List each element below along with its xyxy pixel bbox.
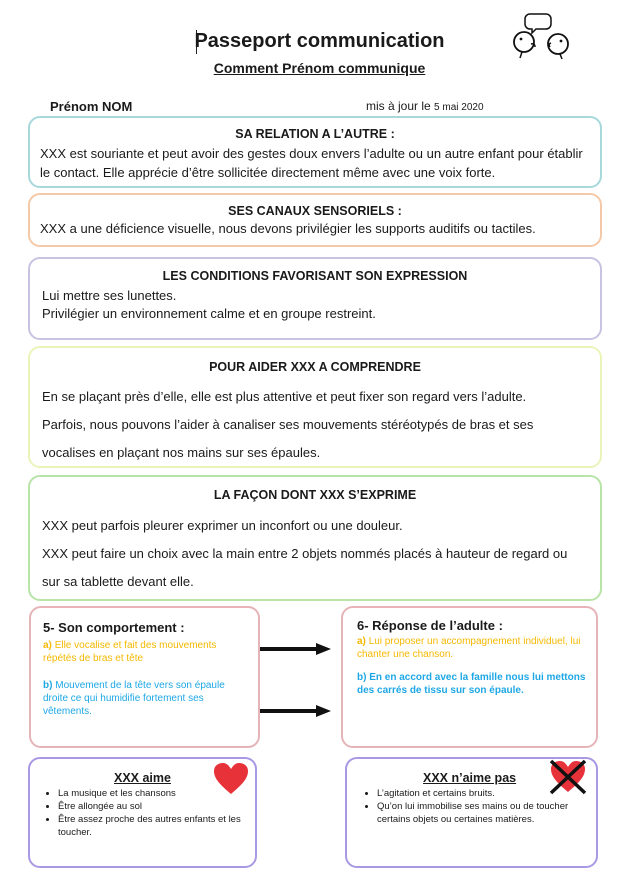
conditions-section	[28, 257, 602, 340]
response-b-text: En en accord avec la famille nous lui mettons des carrés de tissu sur son épaule.	[357, 672, 586, 696]
update-label: mis à jour le	[366, 99, 431, 113]
page-subtitle: Comment Prénom communique	[213, 60, 426, 76]
conditions-line-1: Lui mettre ses lunettes.	[42, 288, 177, 303]
likes-item: • Être allongée au sol	[58, 800, 248, 813]
response-item-b	[357, 671, 586, 697]
understand-title: POUR AIDER XXX A COMPRENDRE	[209, 360, 421, 374]
behavior-item-a	[43, 639, 248, 665]
behavior-b-prefix: b)	[43, 680, 53, 691]
page-title: Passeport communication	[194, 30, 445, 52]
likes-item: • Être assez proche des autres enfants et les toucher.	[58, 813, 248, 839]
behavior-title: 5- Son comportement :	[43, 620, 185, 635]
response-a-text: Lui proposer un accompagnement individuel, lui chanter une chanson.	[357, 636, 581, 660]
understand-line-1: En se plaçant près d’elle, elle est plus attentive et peut fixer son regard vers l’adulte.	[42, 389, 527, 404]
behavior-a-text: Elle vocalise et fait des mouvements répétés de bras et tête	[43, 640, 217, 664]
behavior-b-text: Mouvement de la tête vers son épaule droite ce qui humidifie fortement ses vêtements.	[43, 680, 225, 717]
update-value: 5 mai 2020	[434, 102, 484, 113]
dislikes-item: • L’agitation et certains bruits.	[377, 787, 597, 800]
response-item-a	[357, 635, 586, 661]
behavior-a-prefix: a)	[43, 640, 52, 651]
arrow-right-icon	[260, 641, 332, 657]
express-title: LA FAÇON DONT XXX S’EXPRIME	[213, 488, 417, 502]
response-box	[341, 606, 598, 748]
express-line-2: XXX peut faire un choix avec la main entre 2 objets nommés placés à hauteur de regard ou sur sa tablette devant elle.	[42, 546, 568, 589]
understand-section	[28, 346, 602, 468]
heart-icon	[213, 762, 249, 796]
behavior-item-b	[43, 679, 248, 718]
relation-text: XXX est souriante et peut avoir des gestes doux envers l’adulte ou un autre enfant pour établir le contact. Elle apprécie d’être sollicitée directement même avec une voix forte.	[40, 146, 583, 180]
two-faces-talking-icon	[508, 10, 576, 60]
response-title: 6- Réponse de l’adulte :	[357, 618, 503, 633]
likes-title: XXX aime	[114, 771, 171, 785]
response-a-prefix: a)	[357, 636, 366, 647]
relation-section	[28, 116, 602, 188]
conditions-line-2: Privilégier un environnement calme et en groupe restreint.	[42, 306, 376, 321]
likes-item: • La musique et les chansons	[58, 787, 248, 800]
senses-text: XXX a une déficience visuelle, nous devons privilégier les supports auditifs ou tactiles.	[40, 221, 536, 236]
arrow-right-icon	[260, 703, 332, 719]
dislikes-title: XXX n’aime pas	[423, 771, 517, 785]
express-section	[28, 475, 602, 601]
express-line-1: XXX peut parfois pleurer exprimer un inconfort ou une douleur.	[42, 518, 403, 533]
update-date	[366, 99, 484, 113]
understand-line-2: Parfois, nous pouvons l’aider à canaliser ses mouvements stéréotypés de bras et ses vocalises en plaçant nos mains sur ses épaules.	[42, 417, 534, 460]
senses-section	[28, 193, 602, 247]
conditions-title: LES CONDITIONS FAVORISANT SON EXPRESSION	[162, 269, 468, 283]
response-b-prefix: b)	[357, 672, 367, 683]
dislikes-item: • Qu’on lui immobilise ses mains ou de toucher certains objets ou certaines matières.	[377, 800, 597, 826]
relation-title: SA RELATION A L’AUTRE :	[235, 127, 395, 141]
crossed-heart-icon	[548, 759, 588, 795]
senses-title: SES CANAUX SENSORIELS :	[228, 204, 402, 218]
behavior-box	[29, 606, 260, 748]
person-name: Prénom NOM	[50, 99, 133, 114]
